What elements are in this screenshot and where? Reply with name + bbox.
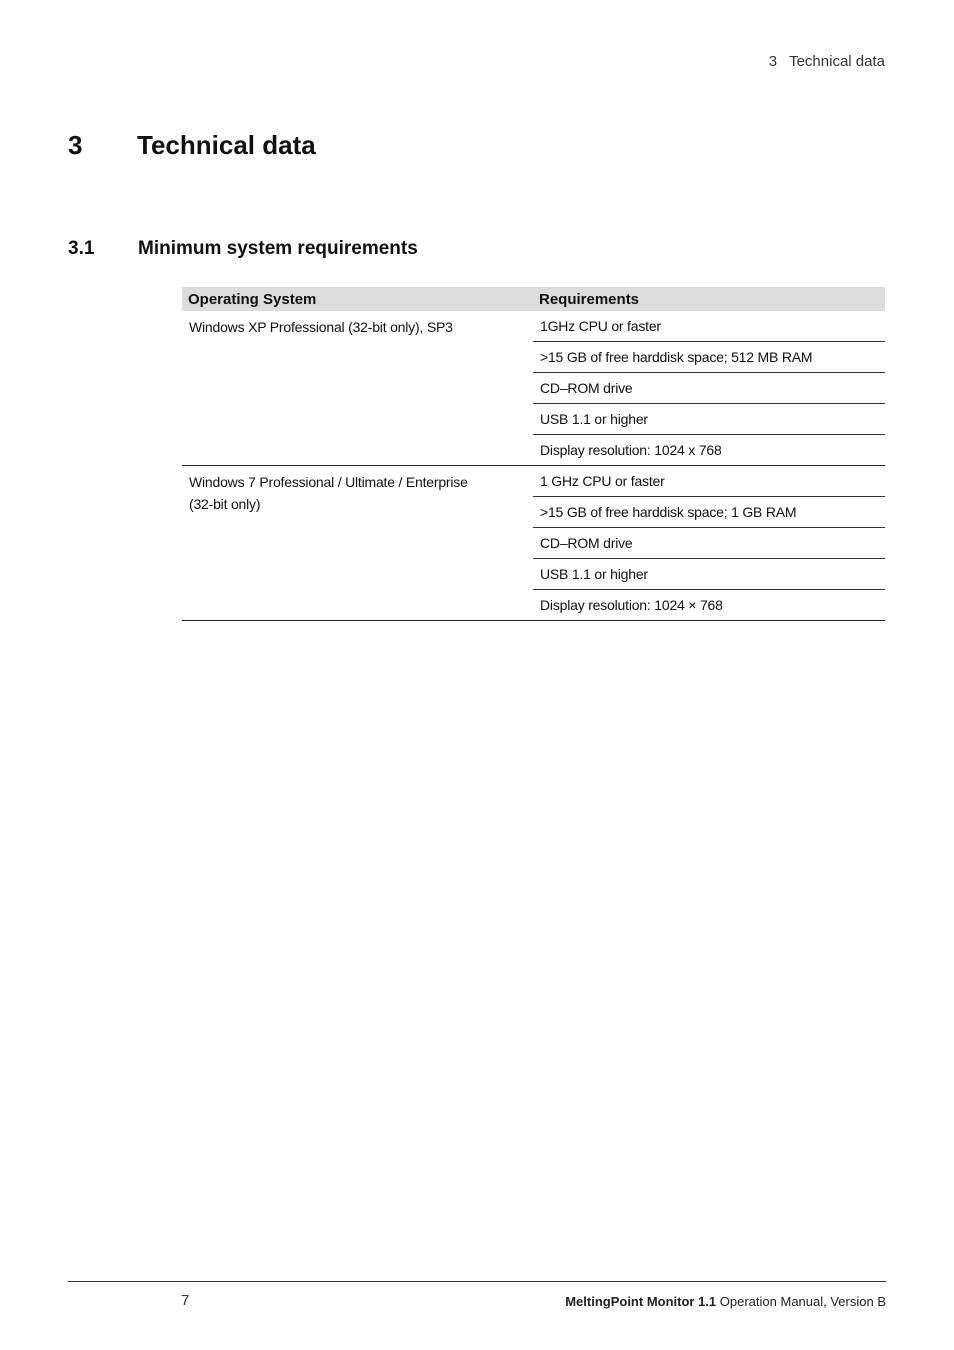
requirement-cell: >15 GB of free harddisk space; 1 GB RAM <box>533 497 885 528</box>
footer-doc-version: Operation Manual, Version B <box>719 1294 886 1309</box>
table-row <box>182 311 885 342</box>
running-header-chapter-number: 3 <box>768 53 778 70</box>
section-title-text: Minimum system requirements <box>138 238 418 259</box>
requirement-cell: CD–ROM drive <box>533 373 885 404</box>
os-cell-windows-xp: Windows XP Professional (32-bit only), SP3 <box>182 311 533 466</box>
running-header <box>769 53 885 70</box>
footer-divider <box>68 1281 886 1282</box>
chapter-number: 3 <box>68 130 83 160</box>
chapter-title <box>68 130 316 161</box>
requirement-cell: USB 1.1 or higher <box>533 404 885 435</box>
section-title <box>68 238 418 260</box>
table-header-row <box>182 287 885 311</box>
requirement-cell: 1 GHz CPU or faster <box>533 466 885 497</box>
requirements-table <box>182 287 885 621</box>
requirement-cell: USB 1.1 or higher <box>533 559 885 590</box>
requirement-cell: >15 GB of free harddisk space; 512 MB RAM <box>533 342 885 373</box>
requirement-cell: 1GHz CPU or faster <box>533 311 885 342</box>
chapter-title-text: Technical data <box>137 130 316 160</box>
requirement-cell: Display resolution: 1024 x 768 <box>533 435 885 466</box>
column-header-requirements: Requirements <box>533 287 885 311</box>
page-number: 7 <box>181 1292 190 1309</box>
os-cell-windows-7: Windows 7 Professional / Ultimate / Enterprise (32-bit only) <box>182 466 533 621</box>
column-header-os: Operating System <box>182 287 533 311</box>
requirement-cell: CD–ROM drive <box>533 528 885 559</box>
footer-product-name: MeltingPoint Monitor 1.1 <box>565 1294 717 1309</box>
section-number: 3.1 <box>68 238 95 259</box>
footer-doc-title <box>565 1294 886 1309</box>
requirement-cell: Display resolution: 1024 × 768 <box>533 590 885 621</box>
running-header-chapter-title: Technical data <box>789 53 885 70</box>
table-row <box>182 466 885 497</box>
